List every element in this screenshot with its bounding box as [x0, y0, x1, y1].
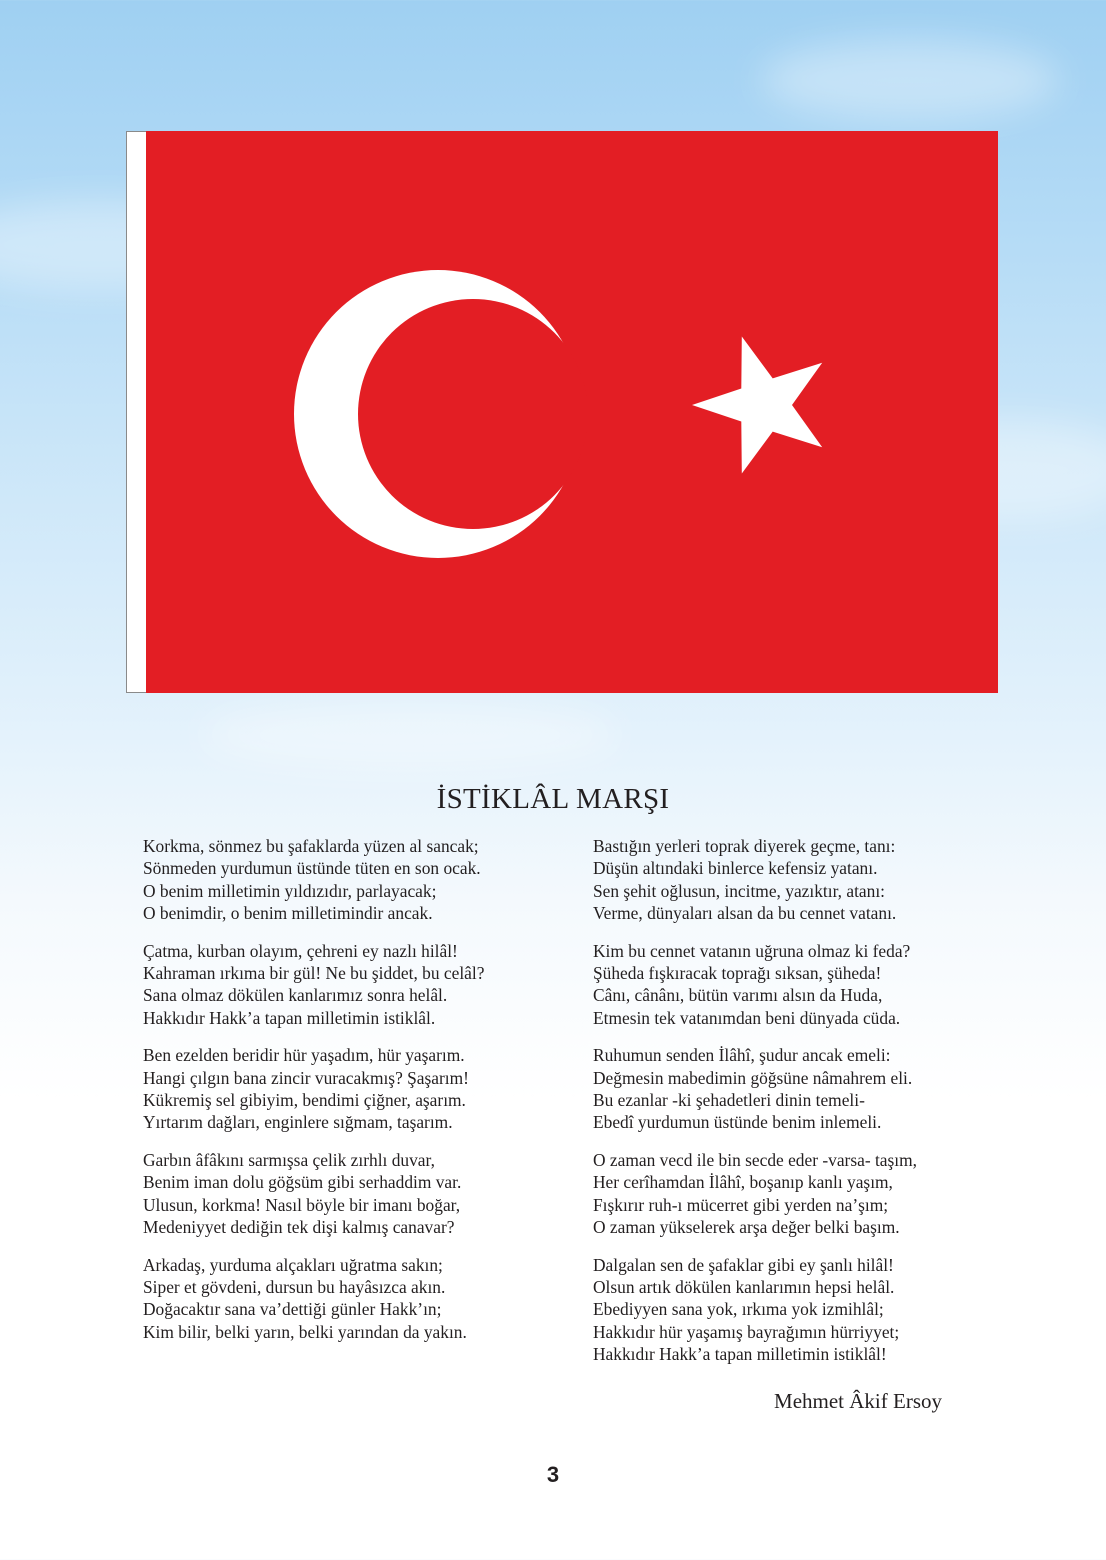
- verse-line: Sönmeden yurdumun üstünde tüten en son ocak.: [143, 858, 481, 879]
- verse-line: Ebediyyen sana yok, ırkıma yok izmihlâl;: [593, 1299, 884, 1320]
- verse-line: Sana olmaz dökülen kanlarımız sonra helâl.: [143, 985, 448, 1006]
- cloud-decoration: [200, 700, 620, 770]
- verse-line: Ebedî yurdumun üstünde benim inlemeli.: [593, 1112, 882, 1133]
- verse-line: Her cerîhamdan İlâhî, boşanıp kanlı yaşım,: [593, 1172, 893, 1193]
- stanza: [593, 835, 1023, 925]
- verse-line: Ruhumun senden İlâhî, şudur ancak emeli:: [593, 1045, 891, 1066]
- verse-line: Korkma, sönmez bu şafaklarda yüzen al sancak;: [143, 836, 479, 856]
- verse-line: Şüheda fışkıracak toprağı sıksan, şüheda!: [593, 963, 882, 984]
- stanza: [143, 835, 563, 925]
- stanza: [593, 1044, 1023, 1134]
- stanza: [593, 940, 1023, 1030]
- verse-line: Kim bu cennet vatanın uğruna olmaz ki feda?: [593, 940, 911, 961]
- verse-line: Medeniyyet dediğin tek dişi kalmış canavar?: [143, 1217, 455, 1238]
- verse-line: O zaman yükselerek arşa değer belki başım.: [593, 1217, 900, 1238]
- verse-line: Siper et gövdeni, dursun bu hayâsızca akın.: [143, 1276, 446, 1297]
- stanza: [143, 940, 563, 1030]
- verse-line: Yırtarım dağları, enginlere sığmam, taşarım.: [143, 1112, 453, 1133]
- turkish-flag-illustration: [126, 131, 998, 693]
- verse-line: Ben ezelden beridir hür yaşadım, hür yaşarım.: [143, 1045, 465, 1066]
- verse-line: Bu ezanlar -ki şehadetleri dinin temeli-: [593, 1090, 865, 1111]
- stanza: [143, 1254, 563, 1344]
- verse-line: O zaman vecd ile bin secde eder -varsa- taşım,: [593, 1149, 917, 1170]
- flag-field: [146, 131, 998, 693]
- verse-line: Arkadaş, yurduma alçakları uğratma sakın;: [143, 1254, 443, 1275]
- verse-line: Hangi çılgın bana zincir vuracakmış? Şaşarım!: [143, 1067, 469, 1088]
- verse-line: Hakkıdır Hakk’a tapan milletimin istiklâl!: [593, 1344, 887, 1365]
- verse-line: Garbın âfâkını sarmışsa çelik zırhlı duvar,: [143, 1149, 435, 1170]
- verse-line: Çatma, kurban olayım, çehreni ey nazlı hilâl!: [143, 940, 458, 961]
- verse-line: Ulusun, korkma! Nasıl böyle bir imanı boğar,: [143, 1194, 461, 1215]
- verse-line: O benimdir, o benim milletimindir ancak.: [143, 903, 433, 924]
- stanza: [593, 1254, 1023, 1366]
- author-signature: Mehmet Âkif Ersoy: [774, 1389, 942, 1413]
- flag-pole: [126, 131, 147, 693]
- right-column: [593, 835, 1023, 1381]
- verse-line: Doğacaktır sana va’dettiği günler Hakk’ın;: [143, 1299, 442, 1320]
- verse-line: Fışkırır ruh-ı mücerret gibi yerden na’şım;: [593, 1194, 889, 1215]
- page-number: 3: [546, 1462, 560, 1487]
- verse-line: Verme, dünyaları alsan da bu cennet vatanı.: [593, 903, 897, 924]
- verse-line: Sen şehit oğlusun, incitme, yazıktır, atanı:: [593, 880, 885, 901]
- verse-line: Dalgalan sen de şafaklar gibi ey şanlı hilâl!: [593, 1254, 894, 1275]
- anthem-title: İSTİKLÂL MARŞI: [436, 783, 670, 815]
- stanza: [143, 1044, 563, 1134]
- verse-line: Düşün altındaki binlerce kefensiz yatanı.: [593, 858, 878, 879]
- verse-line: Kahraman ırkıma bir gül! Ne bu şiddet, bu celâl?: [143, 963, 485, 984]
- crescent-inner: [358, 299, 588, 529]
- verse-line: Bastığın yerleri toprak diyerek geçme, tanı:: [593, 836, 896, 856]
- verse-line: Benim iman dolu göğsüm gibi serhaddim var.: [143, 1172, 462, 1193]
- verse-line: Kükremiş sel gibiyim, bendimi çiğner, aşarım.: [143, 1090, 466, 1111]
- stanza: [593, 1149, 1023, 1239]
- cloud-decoration: [760, 40, 1060, 120]
- verse-line: Etmesin tek vatanımdan beni dünyada cüda.: [593, 1007, 901, 1028]
- verse-line: O benim milletimin yıldızıdır, parlayacak;: [143, 880, 437, 901]
- flag-emblem: [146, 131, 998, 693]
- verse-line: Değmesin mabedimin göğsüne nâmahrem eli.: [593, 1067, 913, 1088]
- verse-line: Hakkıdır Hakk’a tapan milletimin istiklâl.: [143, 1007, 436, 1028]
- verse-line: Kim bilir, belki yarın, belki yarından da yakın.: [143, 1321, 467, 1342]
- verse-line: Cânı, cânânı, bütün varımı alsın da Huda,: [593, 985, 883, 1006]
- stanza: [143, 1149, 563, 1239]
- left-column: [143, 835, 563, 1358]
- verse-line: Hakkıdır hür yaşamış bayrağımın hürriyyet;: [593, 1321, 900, 1342]
- verse-line: Olsun artık dökülen kanlarımın hepsi helâl.: [593, 1276, 895, 1297]
